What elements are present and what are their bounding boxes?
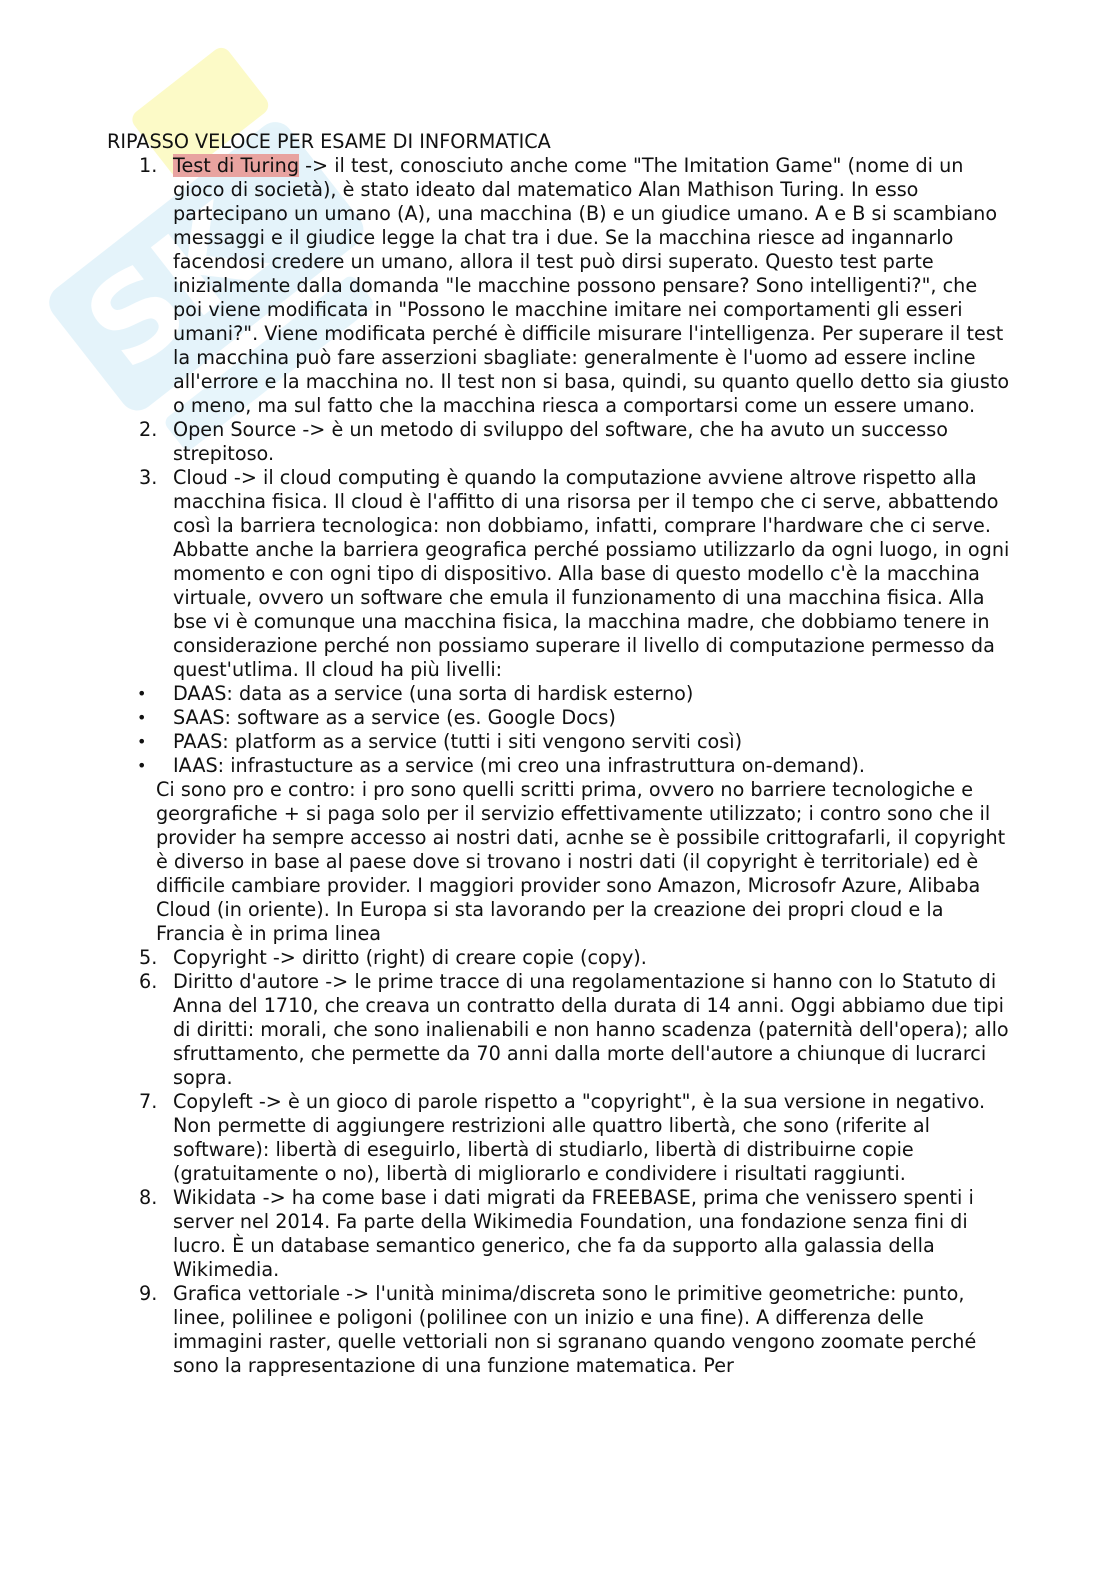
list-item-6 [107, 970, 1012, 1090]
document-page [107, 130, 1012, 1378]
list-item-text: Diritto d'autore -> le prime tracce di una regolamentazione si hanno con lo Statuto di Anna del 1710, che creava un contratto della durata di 14 anni. Oggi abbiamo due tipi di diritti: morali, che sono inalienabili e non hanno scadenza (paternità dell'opera); allo sfruttamento, che permette da 70 anni dalla morte dell'autore a chiunque di lucrarci sopra. [173, 970, 1009, 1089]
bullet-item-paas [107, 730, 1012, 754]
list-number: 8. [139, 1186, 158, 1209]
list-item-text: Grafica vettoriale -> l'unità minima/discreta sono le primitive geometriche: punto, linee, polilinee e poligoni (polilinee con un inizio e una fine). A differenza delle immagini raster, quelle vettoriali non si sgranano quando vengono zoomate perché sono la rappresentazione di una funzione matematica. Per [173, 1282, 977, 1377]
list-item-2 [107, 418, 1012, 466]
bullet-item-saas [107, 706, 1012, 730]
cloud-pros-cons-paragraph: Ci sono pro e contro: i pro sono quelli scritti prima, ovvero no barriere tecnologiche e georgrafiche + si paga solo per il servizio effettivamente utilizzato; i contro sono che il provider ha sempre accesso ai nostri dati, acnhe se è possibile crittografarli, il copyright è diverso in base al paese dove si trovano i nostri dati (il copyright è territoriale) ed è difficile cambiare provider. I maggiori provider sono Amazon, Microsofr Azure, Alibaba Cloud (in oriente). In Europa si sta lavorando per la creazione dei propri cloud e la Francia è in prima linea [156, 778, 1006, 945]
highlighted-term: Test di Turing [173, 154, 300, 177]
list-item-9 [107, 1282, 1012, 1378]
list-number: 2. [139, 418, 158, 441]
bullet-icon: • [137, 732, 147, 751]
bullet-text: DAAS: data as a service (una sorta di hardisk esterno) [173, 682, 694, 705]
bullet-icon: • [137, 756, 147, 775]
bullet-icon: • [137, 708, 147, 727]
list-number: 1. [139, 154, 158, 177]
list-number: 7. [139, 1090, 158, 1113]
list-number: 3. [139, 466, 158, 489]
list-item-1 [107, 154, 1012, 418]
bullet-text: SAAS: software as a service (es. Google Docs) [173, 706, 616, 729]
list-item-text: Copyright -> diritto (right) di creare copie (copy). [173, 946, 647, 969]
list-number: 6. [139, 970, 158, 993]
list-item-3 [107, 466, 1012, 682]
list-number: 5. [139, 946, 158, 969]
bullet-icon: • [137, 684, 147, 703]
bullet-text: PAAS: platform as a service (tutti i siti vengono serviti così) [173, 730, 743, 753]
list-item-7 [107, 1090, 1012, 1186]
bullet-item-daas [107, 682, 1012, 706]
svg-text:SK: SK [60, 178, 285, 397]
document-title: RIPASSO VELOCE PER ESAME DI INFORMATICA [107, 130, 551, 153]
list-item-8 [107, 1186, 1012, 1282]
bullet-text: IAAS: infrastucture as a service (mi creo una infrastruttura on-demand). [173, 754, 865, 777]
list-item-text: Open Source -> è un metodo di sviluppo del software, che ha avuto un successo strepitoso. [173, 418, 949, 465]
list-item-text: Copyleft -> è un gioco di parole rispetto a "copyright", è la sua versione in negativo. Non permette di aggiungere restrizioni alle quattro libertà, che sono (riferite al software): libertà di eseguirlo, libertà di studiarlo, libertà di distribuirne copie (gratuitamente o no), libertà di migliorarlo e condividere i risultati raggiunti. [173, 1090, 986, 1185]
list-item-5 [107, 946, 1012, 970]
list-item-text: Cloud -> il cloud computing è quando la computazione avviene altrove rispetto alla macchina fisica. Il cloud è l'affitto di una risorsa per il tempo che ci serve, abbattendo così la barriera tecnologica: non dobbiamo, infatti, comprare l'hardware che ci serve. Abbatte anche la barriera geografica perché possiamo utilizzarlo da ogni luogo, in ogni momento e con ogni tipo di dispositivo. Alla base di questo modello c'è la macchina virtuale, ovvero un software che emula il funzionamento di una macchina fisica. Alla bse vi è comunque una macchina fisica, la macchina madre, che dobbiamo tenere in considerazione perché non possiamo superare il livello di computazione permesso da quest'utlima. Il cloud ha più livelli: [173, 466, 1010, 681]
list-number: 9. [139, 1282, 158, 1305]
bullet-item-iaas [107, 754, 1012, 778]
list-item-text: Wikidata -> ha come base i dati migrati da FREEBASE, prima che venissero spenti i server nel 2014. Fa parte della Wikimedia Foundation, una fondazione senza fini di lucro. È un database semantico generico, che fa da supporto alla galassia della Wikimedia. [173, 1186, 974, 1281]
list-item-text: -> il test, conosciuto anche come "The Imitation Game" (nome di un gioco di società), è stato ideato dal matematico Alan Mathison Turing. In esso partecipano un umano (A), una macchina (B) e un giudice umano. A e B si scambiano messaggi e il giudice legge la chat tra i due. Se la macchina riesce ad ingannarlo facendosi credere un umano, allora il test può dirsi superato. Questo test parte inizialmente dalla domanda "le macchine possono pensare? Sono intelligenti?", che poi viene modificata in "Possono le macchine imitare nei comportamenti gli esseri umani?". Viene modificata perché è difficile misurare l'intelligenza. Per superare il test la macchina può fare asserzioni sbagliate: generalmente è l'uomo ad essere incline all'errore e la macchina no. Il test non si basa, quindi, su quanto quello detto sia giusto o meno, ma sul fatto che la macchina riesca a comportarsi come un essere umano. [173, 154, 1010, 417]
